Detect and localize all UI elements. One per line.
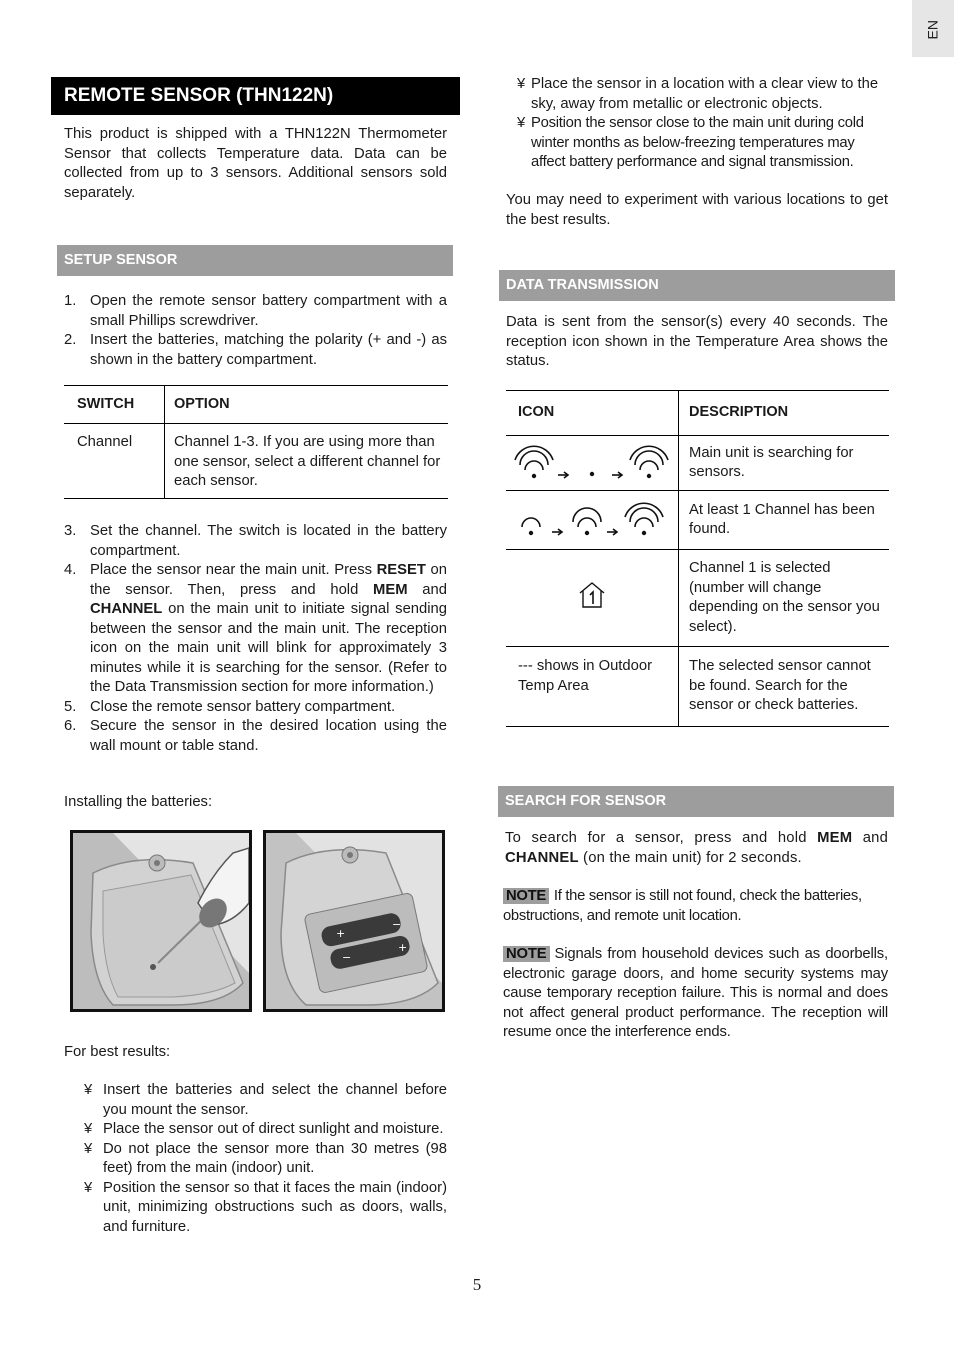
list-item: 4. Place the sensor near the main unit. Press RESET on the sensor. Then, press and hold MEM and CHANNEL on the main unit to initiate signal sending between the sensor and the main unit. The reception icon on the main unit will blink for approximately 3 minutes while it is searching for the sensor. (Refer to the Data Transmission section for more information.) [64,562,447,695]
column-header-description: DESCRIPTION [679,391,890,436]
table-row [506,647,889,727]
house-channel-1-icon [577,580,607,610]
sensor-screwdriver-illustration [70,830,252,1012]
column-header-switch: SWITCH [64,386,165,424]
setup-steps-1-2 [64,292,447,370]
option-cell: Channel 1-3. If you are using more than one sensor, select a different channel for each sensor. [165,424,449,499]
installing-batteries-label: Installing the batteries: [64,794,213,810]
list-item: 5. Close the remote sensor battery compartment. [64,698,396,715]
experiment-paragraph: You may need to experiment with various locations to get the best results. [506,192,888,228]
list-item: ¥ Place the sensor out of direct sunlight and moisture. [84,1121,444,1137]
list-item: ¥ Insert the batteries and select the channel before you mount the sensor. [84,1082,447,1118]
best-results-list [84,1081,447,1237]
description-cell: Channel 1 is selected (number will change depending on the sensor you select). [679,550,890,647]
list-item: 2. Insert the batteries, matching the polarity (+ and -) as shown in the battery compartment. [64,332,447,368]
note-label: NOTE [503,946,550,962]
list-item: ¥ Place the sensor in a location with a clear view to the sky, away from metallic or electronic objects. [517,76,879,112]
language-label: EN [924,20,941,40]
svg-text:+: + [398,941,408,954]
note-interference: NOTE Signals from household devices such as doorbells, electronic garage doors, and home security systems may cause temporary reception failure. This is normal and does not affect general product performance. The reception will resume once the interference ends. [503,946,888,1040]
intro-paragraph: This product is shipped with a THN122N Thermometer Sensor that collects Temperature data. Data can be collected from up to 3 sensors. Additional sensors sold separately. [64,126,447,201]
svg-text:−: − [342,951,352,964]
page-number: 5 [472,1275,482,1294]
description-cell: At least 1 Channel has been found. [679,491,890,550]
list-item: 3. Set the channel. The switch is located in the battery compartment. [64,523,447,559]
description-cell: The selected sensor cannot be found. Search for the sensor or check batteries. [679,647,890,727]
channel-key: CHANNEL [90,601,163,617]
searching-signal-icon [506,440,678,480]
data-transmission-heading: DATA TRANSMISSION [499,270,895,301]
table-row [506,491,889,550]
search-for-sensor-heading: SEARCH FOR SENSOR [498,786,894,817]
mem-key: MEM [373,581,408,598]
outdoor-dashes-cell: --- shows in Outdoor Temp Area [518,658,653,694]
data-transmission-paragraph: Data is sent from the sensor(s) every 40 seconds. The reception icon shown in the Temperature Area shows the status. [506,314,888,369]
reset-key: RESET [376,562,426,578]
table-row [506,550,889,647]
note-label: NOTE [503,888,549,904]
placement-tips-list [517,75,888,173]
setup-steps-3-6 [64,522,447,756]
description-cell: Main unit is searching for sensors. [679,436,890,491]
language-tab [912,0,954,57]
mem-key: MEM [817,830,853,846]
list-item: 6. Secure the sensor in the desired location using the wall mount or table stand. [64,718,447,754]
reception-icon-table [506,390,889,727]
table-row [64,424,448,499]
list-item: 1. Open the remote sensor battery compartment with a small Phillips screwdriver. [64,293,447,329]
battery-compartment-illustration [263,830,445,1012]
table-row [506,436,889,491]
svg-text:−: − [392,918,402,931]
list-item: ¥ Do not place the sensor more than 30 metres (98 feet) from the main (indoor) unit. [84,1140,447,1176]
section-title-remote-sensor: REMOTE SENSOR (THN122N) [51,77,460,115]
found-signal-icon [506,495,678,539]
list-item: ¥ Position the sensor close to the main unit during cold winter months as below-freezing temperatures may affect battery performance and signal transmission. [517,115,864,170]
switch-cell: Channel [77,434,133,450]
list-item: ¥ Position the sensor so that it faces the main (indoor) unit, minimizing obstructions such as doors, walls, and furniture. [84,1179,447,1235]
switch-option-table [64,385,448,499]
best-results-label: For best results: [64,1044,171,1060]
channel-key: CHANNEL [505,849,579,866]
search-paragraph: To search for a sensor, press and hold MEM and CHANNEL (on the main unit) for 2 seconds. [505,830,888,866]
svg-text:+: + [336,927,346,940]
column-header-icon: ICON [506,391,679,436]
setup-sensor-heading: SETUP SENSOR [57,245,453,276]
column-header-option: OPTION [165,386,449,424]
note-sensor-not-found: NOTE If the sensor is still not found, check the batteries, obstructions, and remote unit location. [503,888,862,924]
